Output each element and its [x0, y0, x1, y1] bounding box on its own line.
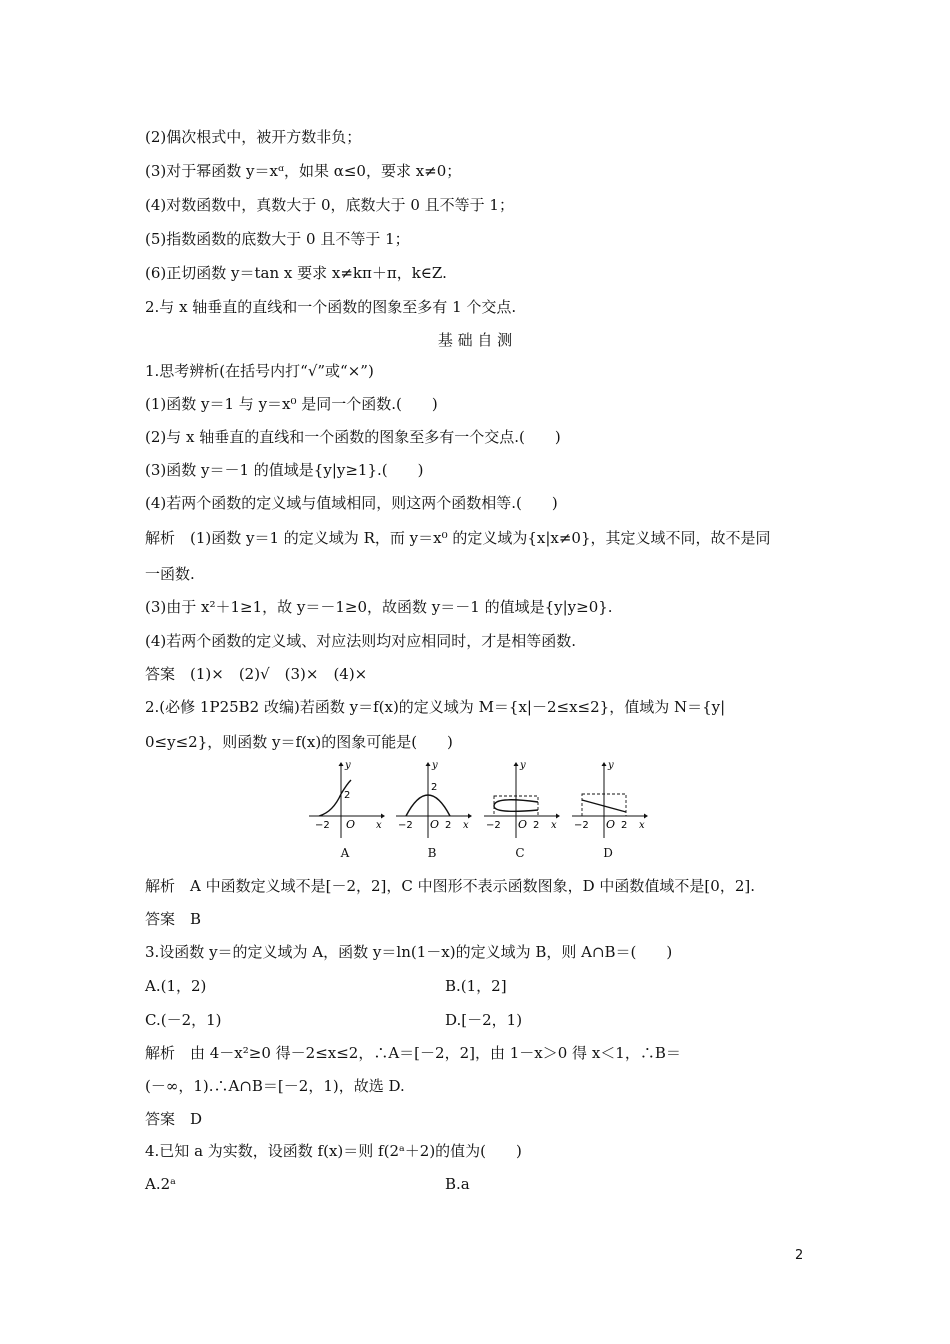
line-l19: 0≤y≤2}，则函数 y＝f(x)的图象可能是( ) — [145, 733, 453, 751]
line-l3: (4)对数函数中，真数大于 0，底数大于 0 且不等于 1； — [145, 196, 514, 214]
axis-x-label: x — [376, 820, 382, 831]
section-title: 基 础 自 测 — [437, 331, 513, 349]
axis-x-label: x — [639, 820, 645, 831]
origin-label: O — [346, 818, 356, 831]
q3-option-a: A.(1，2) — [145, 977, 207, 995]
line-l12: (4)若两个函数的定义域与值域相同，则这两个函数相等.( ) — [145, 494, 558, 512]
tick-neg-label: −2 — [574, 820, 589, 831]
line-l4: (5)指数函数的底数大于 0 且不等于 1； — [145, 230, 410, 248]
tick-neg-label: −2 — [398, 820, 413, 831]
line-l22: 3.设函数 y＝的定义域为 A，函数 y＝ln(1－x)的定义域为 B，则 A∩B＝( ) — [145, 943, 673, 961]
line-l21: 答案 B — [145, 910, 202, 928]
axis-y-label: y — [432, 760, 438, 771]
line-l6: 2.与 x 轴垂直的直线和一个函数的图象至多有 1 个交点. — [145, 298, 517, 316]
graph-c — [480, 760, 560, 860]
line-l20: 解析 A 中函数定义域不是[－2，2]，C 中图形不表示函数图象，D 中函数值域不是[0，2]. — [145, 877, 755, 895]
caption-c: C — [515, 846, 525, 860]
q3-option-c: C.(－2，1) — [145, 1011, 222, 1029]
axis-y-label: y — [345, 760, 351, 771]
graph-b — [392, 760, 472, 860]
line-l10: (2)与 x 轴垂直的直线和一个函数的图象至多有一个交点.( ) — [145, 428, 561, 446]
caption-d: D — [603, 846, 613, 860]
line-l11: (3)函数 y＝－1 的值域是{y|y≥1}.( ) — [145, 461, 424, 479]
tick-pos-label: 2 — [533, 820, 540, 831]
axis-x-label: x — [463, 820, 469, 831]
line-l14: 一函数. — [145, 565, 195, 583]
line-l27: 答案 D — [145, 1110, 203, 1128]
graph-d — [568, 760, 648, 860]
caption-b: B — [427, 846, 437, 860]
tick-neg-label: −2 — [486, 820, 501, 831]
origin-label: O — [518, 818, 528, 831]
q4-option-b: B.a — [445, 1175, 470, 1193]
axis-y-label: y — [608, 760, 614, 771]
line-l28: 4.已知 a 为实数，设函数 f(x)＝则 f(2ᵃ＋2)的值为( ) — [145, 1142, 522, 1160]
line-l2: (3)对于幂函数 y＝xᵅ，如果 α≤0，要求 x≠0； — [145, 162, 462, 180]
line-l8: 1.思考辨析(在括号内打“√”或“×”) — [145, 362, 374, 380]
line-l25: 解析 由 4－x²≥0 得－2≤x≤2，∴A＝[－2，2]，由 1－x＞0 得 x＜1，∴B＝ — [145, 1044, 681, 1062]
function-graph-figures — [300, 760, 650, 860]
q4-option-a: A.2ᵃ — [145, 1175, 176, 1193]
axis-y-label: y — [520, 760, 526, 771]
line-l26: (－∞，1).∴A∩B＝[－2，1)，故选 D. — [145, 1077, 405, 1095]
tick-pos-label: 2 — [445, 820, 452, 831]
line-l5: (6)正切函数 y＝tan x 要求 x≠kπ＋π，k∈Z. — [145, 264, 447, 282]
tick-y-label: 2 — [431, 782, 438, 793]
line-l16: (4)若两个函数的定义域、对应法则均对应相同时，才是相等函数. — [145, 632, 577, 650]
graph-a — [305, 760, 385, 860]
q3-option-b: B.(1，2] — [445, 977, 507, 995]
origin-label: O — [606, 818, 616, 831]
page-number: 2 — [795, 1248, 804, 1263]
tick-y-label: 2 — [344, 790, 351, 801]
caption-a: A — [340, 846, 350, 860]
origin-label: O — [430, 818, 440, 831]
line-l9: (1)函数 y＝1 与 y＝x⁰ 是同一个函数.( ) — [145, 395, 438, 413]
tick-neg-label: −2 — [315, 820, 330, 831]
line-l17: 答案 (1)× (2)√ (3)× (4)× — [145, 665, 368, 683]
tick-pos-label: 2 — [621, 820, 628, 831]
q3-option-d: D.[－2，1) — [445, 1011, 523, 1029]
axis-x-label: x — [551, 820, 557, 831]
line-l1: (2)偶次根式中，被开方数非负； — [145, 128, 362, 146]
line-l13: 解析 (1)函数 y＝1 的定义域为 R，而 y＝x⁰ 的定义域为{x|x≠0}，其定义域不同，故不是同 — [145, 529, 771, 547]
line-l15: (3)由于 x²＋1≥1，故 y＝－1≥0，故函数 y＝－1 的值域是{y|y≥0}. — [145, 598, 613, 616]
line-l18: 2.(必修 1P25B2 改编)若函数 y＝f(x)的定义域为 M＝{x|－2≤x≤2}，值域为 N＝{y| — [145, 698, 726, 716]
